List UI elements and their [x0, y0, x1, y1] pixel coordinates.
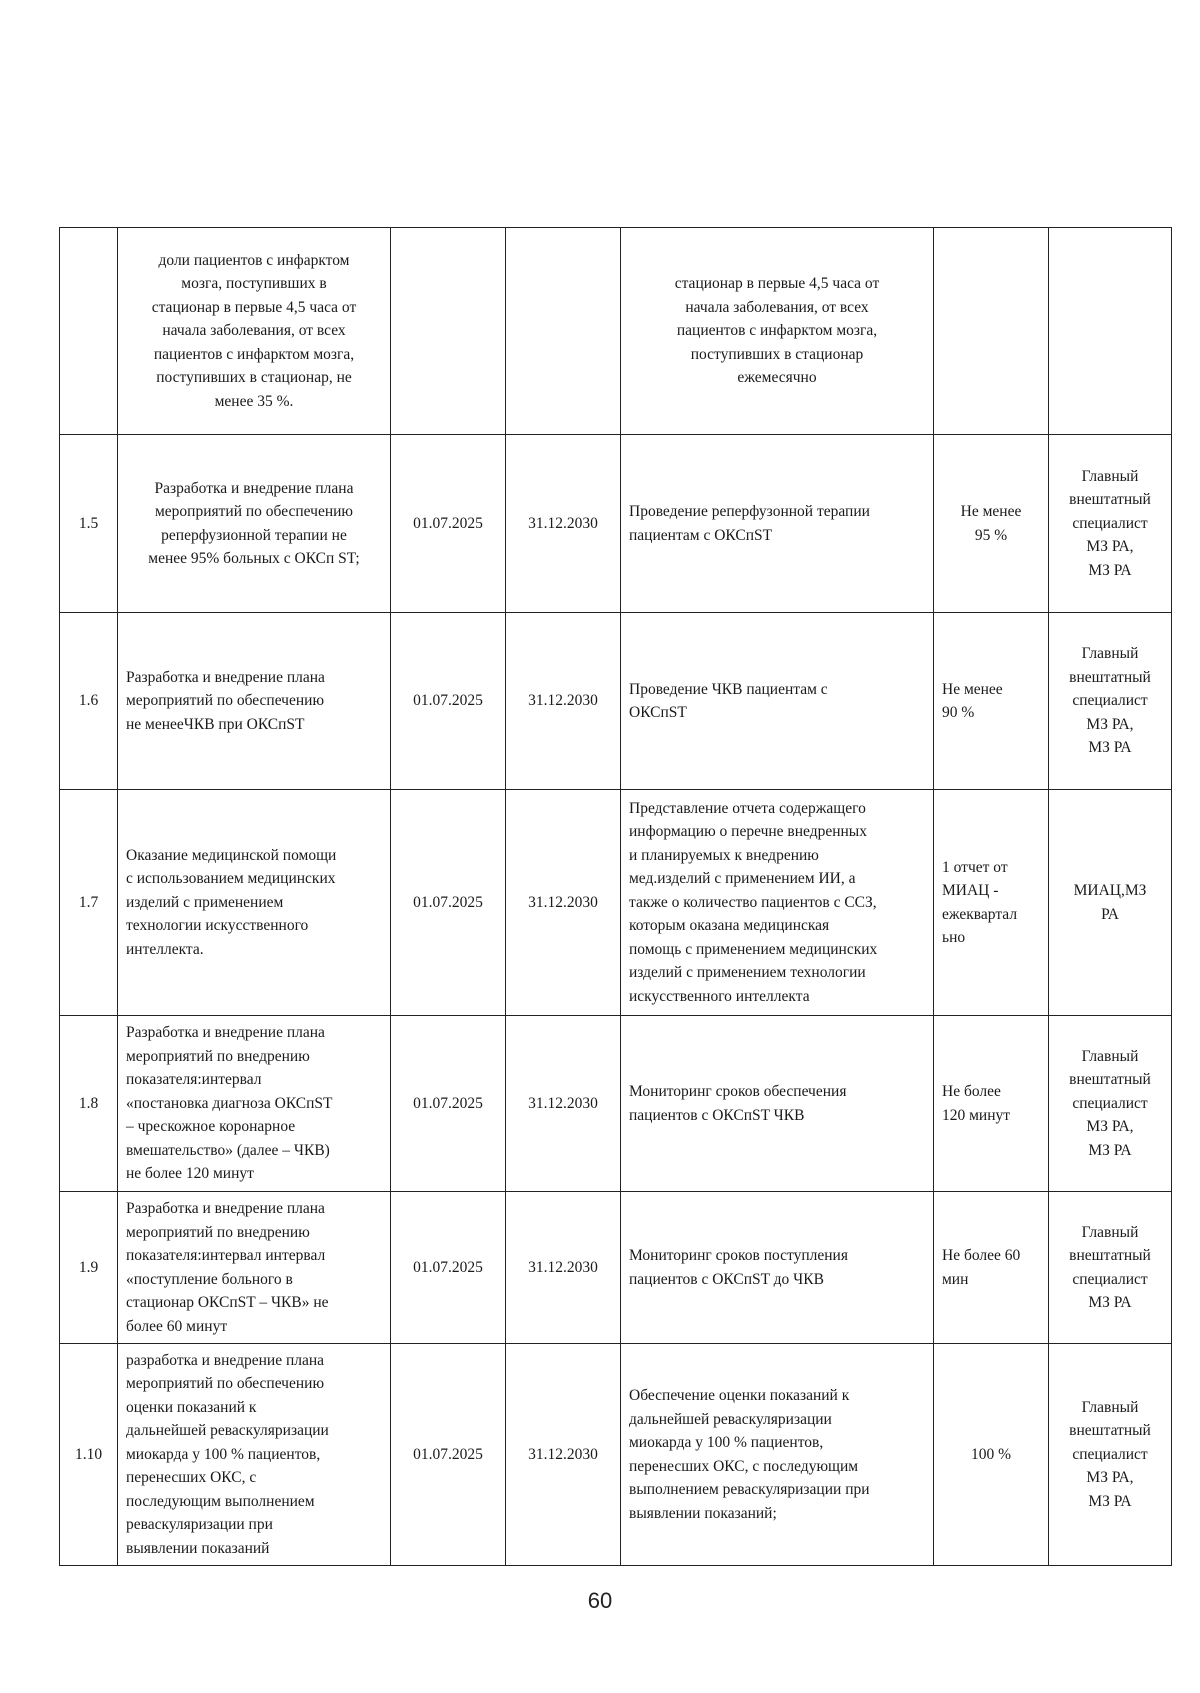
- row-number: 1.9: [60, 1192, 118, 1344]
- row-number: 1.8: [60, 1016, 118, 1192]
- table-row: [60, 613, 1172, 790]
- row-result: Проведение ЧКВ пациентам с ОКСпST: [621, 613, 934, 790]
- row-start-date: 01.07.2025: [391, 435, 506, 613]
- row-number: 1.7: [60, 790, 118, 1016]
- row-indicator: Не более 120 минут: [934, 1016, 1049, 1192]
- row-end-date: 31.12.2030: [506, 1192, 621, 1344]
- row-responsible: Главный внештатный специалист МЗ РА, МЗ РА: [1049, 613, 1172, 790]
- row-responsible: [1049, 228, 1172, 435]
- row-description: Разработка и внедрение плана мероприятий по внедрению показателя:интервал «постановка диагноза ОКСпST – чрескожное коронарное вмешательство» (далее – ЧКВ) не более 120 минут: [118, 1016, 391, 1192]
- row-number: [60, 228, 118, 435]
- row-description: Разработка и внедрение плана мероприятий по внедрению показателя:интервал интервал «поступление больного в стационар ОКСпST – ЧКВ» не более 60 минут: [118, 1192, 391, 1344]
- row-description: Разработка и внедрение плана мероприятий по обеспечению реперфузионной терапии не менее 95% больных с ОКСп ST;: [118, 435, 391, 613]
- row-indicator: 1 отчет от МИАЦ - ежеквартал ьно: [934, 790, 1049, 1016]
- row-end-date: 31.12.2030: [506, 1344, 621, 1566]
- row-start-date: 01.07.2025: [391, 790, 506, 1016]
- row-responsible: МИАЦ,МЗ РА: [1049, 790, 1172, 1016]
- row-start-date: [391, 228, 506, 435]
- table-row: [60, 435, 1172, 613]
- row-responsible: Главный внештатный специалист МЗ РА, МЗ РА: [1049, 1344, 1172, 1566]
- row-indicator: [934, 228, 1049, 435]
- row-end-date: 31.12.2030: [506, 790, 621, 1016]
- row-start-date: 01.07.2025: [391, 613, 506, 790]
- row-indicator: Не менее 95 %: [934, 435, 1049, 613]
- row-number: 1.6: [60, 613, 118, 790]
- row-indicator: 100 %: [934, 1344, 1049, 1566]
- page-number: 60: [587, 1588, 613, 1613]
- row-end-date: 31.12.2030: [506, 613, 621, 790]
- row-result: Проведение реперфузонной терапии пациентам с ОКСпST: [621, 435, 934, 613]
- row-result: Представление отчета содержащего информацию о перечне внедренных и планируемых к внедрению мед.изделий с применением ИИ, а также о количество пациентов с ССЗ, которым оказана медицинская помощь с применением медицинских изделий с применением технологии искусственного интеллекта: [621, 790, 934, 1016]
- row-end-date: 31.12.2030: [506, 1016, 621, 1192]
- row-number: 1.10: [60, 1344, 118, 1566]
- row-result: Мониторинг сроков поступления пациентов с ОКСпST до ЧКВ: [621, 1192, 934, 1344]
- row-description: доли пациентов с инфарктом мозга, поступивших в стационар в первые 4,5 часа от начала заболевания, от всех пациентов с инфарктом мозга, поступивших в стационар, не менее 35 %.: [118, 228, 391, 435]
- row-result: Мониторинг сроков обеспечения пациентов с ОКСпST ЧКВ: [621, 1016, 934, 1192]
- table-row: [60, 1344, 1172, 1566]
- row-indicator: Не менее 90 %: [934, 613, 1049, 790]
- table-row: [60, 790, 1172, 1016]
- row-end-date: 31.12.2030: [506, 435, 621, 613]
- table-row: [60, 228, 1172, 435]
- table-row: [60, 1192, 1172, 1344]
- row-start-date: 01.07.2025: [391, 1192, 506, 1344]
- row-description: разработка и внедрение плана мероприятий по обеспечению оценки показаний к дальнейшей реваскуляризации миокарда у 100 % пациентов, перенесших ОКС, с последующим выполнением реваскуляризации при выявлении показаний: [118, 1344, 391, 1566]
- row-description: Оказание медицинской помощи с использованием медицинских изделий с применением технологии искусственного интеллекта.: [118, 790, 391, 1016]
- row-description: Разработка и внедрение плана мероприятий по обеспечению не менееЧКВ при ОКСпST: [118, 613, 391, 790]
- row-end-date: [506, 228, 621, 435]
- row-result: Обеспечение оценки показаний к дальнейшей реваскуляризации миокарда у 100 % пациентов, перенесших ОКС, с последующим выполнением реваскуляризации при выявлении показаний;: [621, 1344, 934, 1566]
- row-indicator: Не более 60 мин: [934, 1192, 1049, 1344]
- row-responsible: Главный внештатный специалист МЗ РА, МЗ РА: [1049, 1016, 1172, 1192]
- row-responsible: Главный внештатный специалист МЗ РА: [1049, 1192, 1172, 1344]
- row-responsible: Главный внештатный специалист МЗ РА, МЗ РА: [1049, 435, 1172, 613]
- table-row: [60, 1016, 1172, 1192]
- row-number: 1.5: [60, 435, 118, 613]
- plan-table: [59, 227, 1172, 1566]
- row-start-date: 01.07.2025: [391, 1344, 506, 1566]
- row-result: стационар в первые 4,5 часа от начала заболевания, от всех пациентов с инфарктом мозга, поступивших в стационар ежемесячно: [621, 228, 934, 435]
- row-start-date: 01.07.2025: [391, 1016, 506, 1192]
